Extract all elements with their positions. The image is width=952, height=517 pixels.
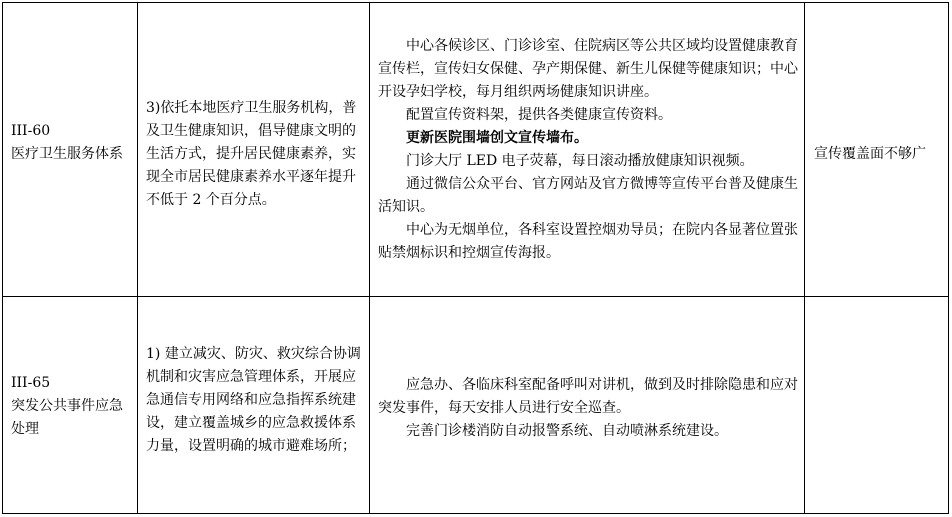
measure-paragraph: 配置宣传资料架，提供各类健康宣传资料。 (406, 107, 672, 123)
column-divider-3 (804, 2, 805, 514)
data-table (2, 2, 949, 514)
measure-paragraph: 完善门诊楼消防自动报警系统、自动喷淋系统建设。 (406, 423, 728, 439)
table-border-right (948, 2, 949, 514)
issue-text: 宣传覆盖面不够广 (814, 146, 926, 162)
column-divider-2 (369, 2, 370, 514)
table-cell-item (11, 120, 136, 166)
table-border-left (2, 2, 3, 514)
column-divider-1 (137, 2, 138, 514)
table-border-top (2, 2, 949, 3)
table-cell-requirement (146, 343, 368, 458)
measure-paragraph: 更新医院围墙创文宣传墙布。 (406, 130, 588, 146)
table-cell-measures (378, 35, 802, 265)
requirement-text: 1) 建立减灾、防灾、救灾综合协调机制和灾害应急管理体系，开展应急通信专用网络和应急指挥系统建设，建立覆盖城乡的应急救援体系力量，设置明确的城市避难场所； (146, 346, 361, 454)
measure-paragraph: 应急办、各临床科室配备呼叫对讲机，做到及时排除隐患和应对突发事件，每天安排人员进行安全巡查。 (378, 377, 798, 416)
measure-paragraph: 中心为无烟单位，各科室设置控烟劝导员；在院内各显著位置张贴禁烟标识和控烟宣传海报。 (378, 222, 798, 261)
table-cell-measures (378, 374, 802, 443)
measure-paragraph: 门诊大厅 LED 电子荧幕，每日滚动播放健康知识视频。 (406, 153, 754, 169)
measure-paragraph: 中心各候诊区、门诊诊室、住院病区等公共区域均设置健康教育宣传栏，宣传妇女保健、孕产期保健、新生儿保健等健康知识；中心开设孕妇学校，每月组织两场健康知识讲座。 (378, 38, 798, 100)
requirement-text: 3)依托本地医疗卫生服务机构，普及卫生健康知识，倡导健康文明的生活方式，提升居民健康素养，实现全市居民健康素养水平逐年提升不低于 2 个百分点。 (146, 100, 357, 208)
table-cell-item (11, 372, 136, 441)
item-name: 医疗卫生服务体系 (11, 146, 123, 162)
row-divider (2, 296, 949, 297)
item-code: III-65 (11, 375, 51, 391)
table-cell-requirement (146, 97, 368, 212)
item-name: 突发公共事件应急处理 (11, 398, 123, 437)
table-cell-issue (814, 143, 946, 166)
table-border-bottom (2, 513, 949, 514)
item-code: III-60 (11, 123, 51, 139)
measure-paragraph: 通过微信公众平台、官方网站及官方微博等宣传平台普及健康生活知识。 (378, 176, 798, 215)
